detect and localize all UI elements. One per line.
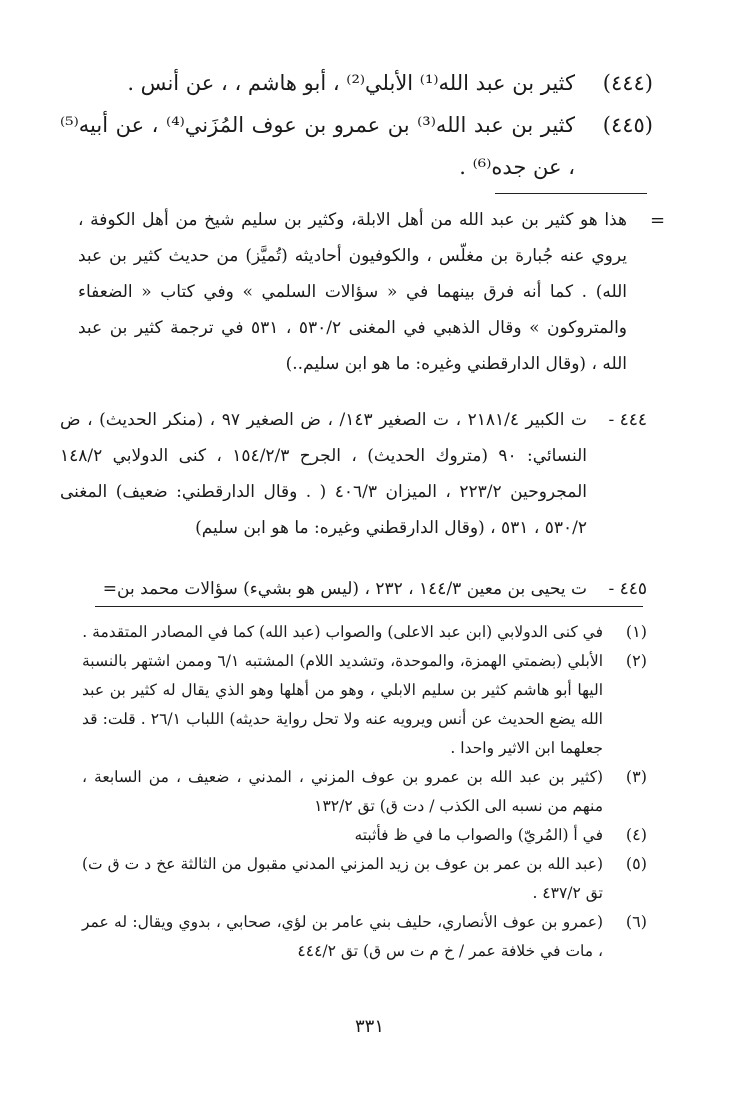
ref-445	[60, 571, 647, 607]
footnote-text: في كنى الدولابي (ابن عبد الاعلى) والصواب (عبد الله) كما في المصادر المتقدمة .	[82, 623, 603, 641]
continuation-marker: =	[650, 210, 666, 231]
footnote	[82, 821, 647, 850]
footnote-number: (٤)	[625, 825, 647, 844]
footnotes	[82, 618, 647, 966]
footnote-number: (٥)	[625, 854, 647, 873]
entry-445	[60, 104, 653, 188]
footnote-text: (كثير بن عبد الله بن عمرو بن عوف المزني ، المدني ، ضعيف ، من السابعة ، منهم من نسبه الى الكذب / دت ق) تق ١٣٢/٢	[82, 768, 603, 815]
ref-text: ت يحيى بن معين ١٤٤/٣ ، ٢٣٢ ، (ليس هو بشيء) سؤالات محمد بن=	[102, 579, 587, 599]
footnote-number: (٣)	[625, 767, 647, 786]
ref-number: ٤٤٤ -	[608, 410, 647, 430]
footnote	[82, 618, 647, 647]
footnote-number: (٢)	[625, 651, 647, 670]
footnote-divider	[95, 606, 643, 607]
footnote-text: في أ (المُريّ) والصواب ما في ظ فأثبته	[354, 826, 603, 844]
entry-text: كثير بن عبد الله⁽¹⁾ الأبلي⁽²⁾ ، أبو هاشم ، ، عن أنس .	[127, 71, 575, 95]
continuation-note: هذا هو كثير بن عبد الله من أهل الابلة، وكثير بن سليم شيخ من أهل الكوفة ، يروي عنه جُبارة بن مغلّس ، والكوفيون أحاديثه (تُميَّز) من حديث كثير بن عبد الله) . كما أنه فرق بينهما في « سؤالات السلمي » وفي كتاب « الضعفاء والمتروكون » وقال الذهبي في المغنى ٥٣٠/٢ ، ٥٣١ في ترجمة كثير بن عبد الله ، (وقال الدارقطني وغيره: ما هو ابن سليم..)	[78, 210, 627, 374]
ref-number: ٤٤٥ -	[608, 579, 647, 599]
ref-text: ت الكبير ٢١٨١/٤ ، ت الصغير ١٤٣/ ، ض الصغير ٩٧ ، (منكر الحديث) ، ض النسائي: ٩٠ (متروك الحديث) ، الجرح ١٥٤/٢/٣ ، كنى الدولابي ١٤٨/٢ المجروحين ٢٢٣/٢ ، الميزان ٤٠٦/٣ ( . وقال الدارقطني: ضعيف) المغنى ٥٣٠/٢ ، ٥٣١ ، (وقال الدارقطني وغيره: ما هو ابن سليم)	[60, 410, 587, 538]
footnote	[82, 647, 647, 763]
footnote-text: (عبد الله بن عمر بن عوف بن زيد المزني المدني مقبول من الثالثة عخ د ت ق ت) تق ٤٣٧/٢ .	[82, 855, 603, 902]
footnote-number: (٦)	[625, 912, 647, 931]
footnote	[82, 908, 647, 966]
entry-number: (٤٤٥)	[602, 113, 653, 137]
entry-number: (٤٤٤)	[602, 71, 653, 95]
page-number: ٣٣١	[354, 1016, 384, 1037]
short-divider	[495, 193, 647, 194]
footnote	[82, 850, 647, 908]
entry-text: كثير بن عبد الله⁽³⁾ بن عمرو بن عوف المُزَني⁽⁴⁾ ، عن أبيه⁽⁵⁾ ، عن جده⁽⁶⁾ .	[60, 113, 575, 179]
footnote-number: (١)	[625, 622, 647, 641]
footnote-text: (عمرو بن عوف الأنصاري، حليف بني عامر بن لؤي، صحابي ، بدوي ويقال: له عمر ، مات في خلافة عمر / خ م ت س ق) تق ٤٤٤/٢	[82, 913, 603, 960]
footnote-text: الأبلي (بضمتي الهمزة، والموحدة، وتشديد اللام) المشتبه ٦/١ وممن اشتهر بالنسبة اليها أبو هاشم كثير بن سليم الابلي ، وهو من أهلها وهو الذي يقال له كثير بن عبد الله يضع الحديث عن أنس ويرويه عنه ولا تحل رواية حديثه) اللباب ٢٦/١ . قلت: قد جعلهما ابن الاثير واحدا .	[82, 652, 604, 757]
main-entries	[60, 62, 653, 188]
entry-444	[60, 62, 653, 104]
footnote	[82, 763, 647, 821]
ref-444	[60, 402, 647, 546]
